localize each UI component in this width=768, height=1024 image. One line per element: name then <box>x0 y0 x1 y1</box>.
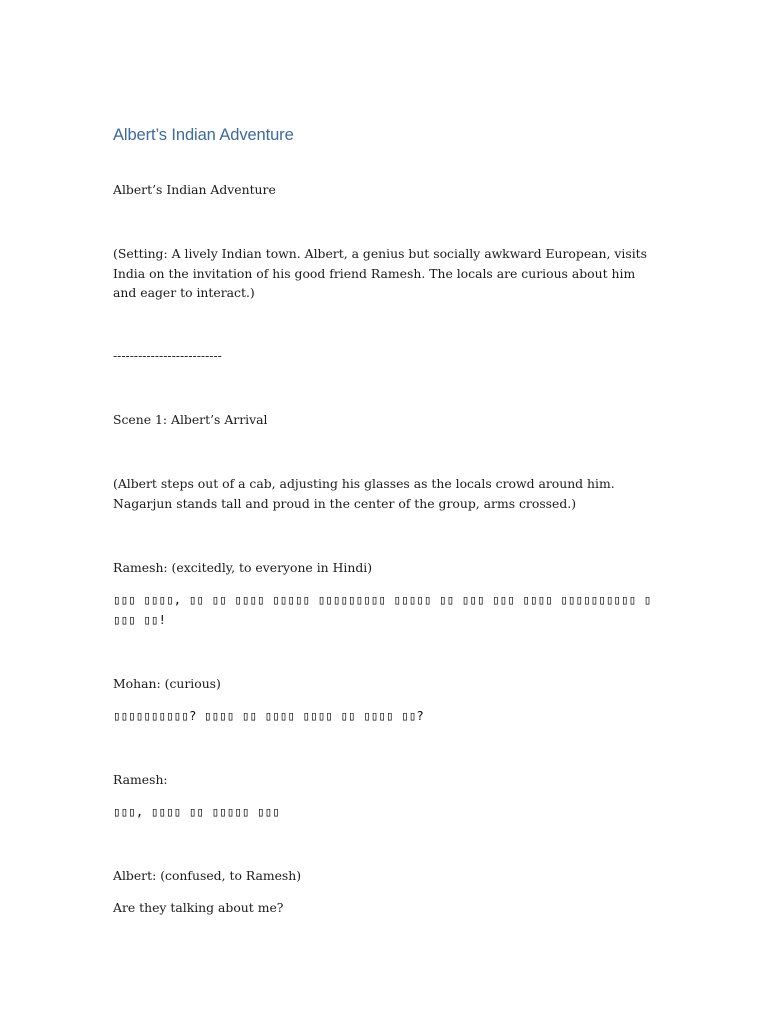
dialogue-line-mohan: ▯▯▯▯▯▯▯▯▯▯? ▯▯▯▯ ▯▯ ▯▯▯▯ ▯▯▯▯ ▯▯ ▯▯▯▯ ▯▯? <box>113 708 424 723</box>
setting-paragraph: (Setting: A lively Indian town. Albert, a genius but socially awkward European, visits India on the invitation of his good friend Ramesh. The locals are curious about him and eager to interact.) <box>113 246 648 300</box>
speaker-mohan: Mohan: (curious) <box>113 676 221 691</box>
scene-direction: (Albert steps out of a cab, adjusting his glasses as the locals crowd around him. Nagarjun stands tall and proud in the center of the group, arms crossed.) <box>113 476 615 511</box>
dialogue-line-ramesh-1: ▯▯▯ ▯▯▯▯, ▯▯ ▯▯ ▯▯▯▯ ▯▯▯▯▯ ▯▯▯▯▯▯▯▯▯ ▯▯▯▯▯ ▯▯ ▯▯▯ ▯▯▯ ▯▯▯▯ ▯▯▯▯▯▯▯▯▯▯ ▯▯▯▯ ▯▯! <box>113 592 652 627</box>
section-divider: -------------------------- <box>113 348 222 363</box>
speaker-ramesh-1: Ramesh: (excitedly, to everyone in Hindi) <box>113 560 373 575</box>
dialogue-line-ramesh-2: ▯▯▯, ▯▯▯▯ ▯▯ ▯▯▯▯▯ ▯▯▯ <box>113 804 280 819</box>
dialogue-line-albert: Are they talking about me? <box>113 900 284 915</box>
document-heading: Albert’s Indian Adventure <box>113 126 294 144</box>
speaker-albert: Albert: (confused, to Ramesh) <box>113 868 302 883</box>
scene-title: Scene 1: Albert’s Arrival <box>113 412 268 427</box>
speaker-ramesh-2: Ramesh: <box>113 772 168 787</box>
title-line: Albert’s Indian Adventure <box>113 182 276 197</box>
